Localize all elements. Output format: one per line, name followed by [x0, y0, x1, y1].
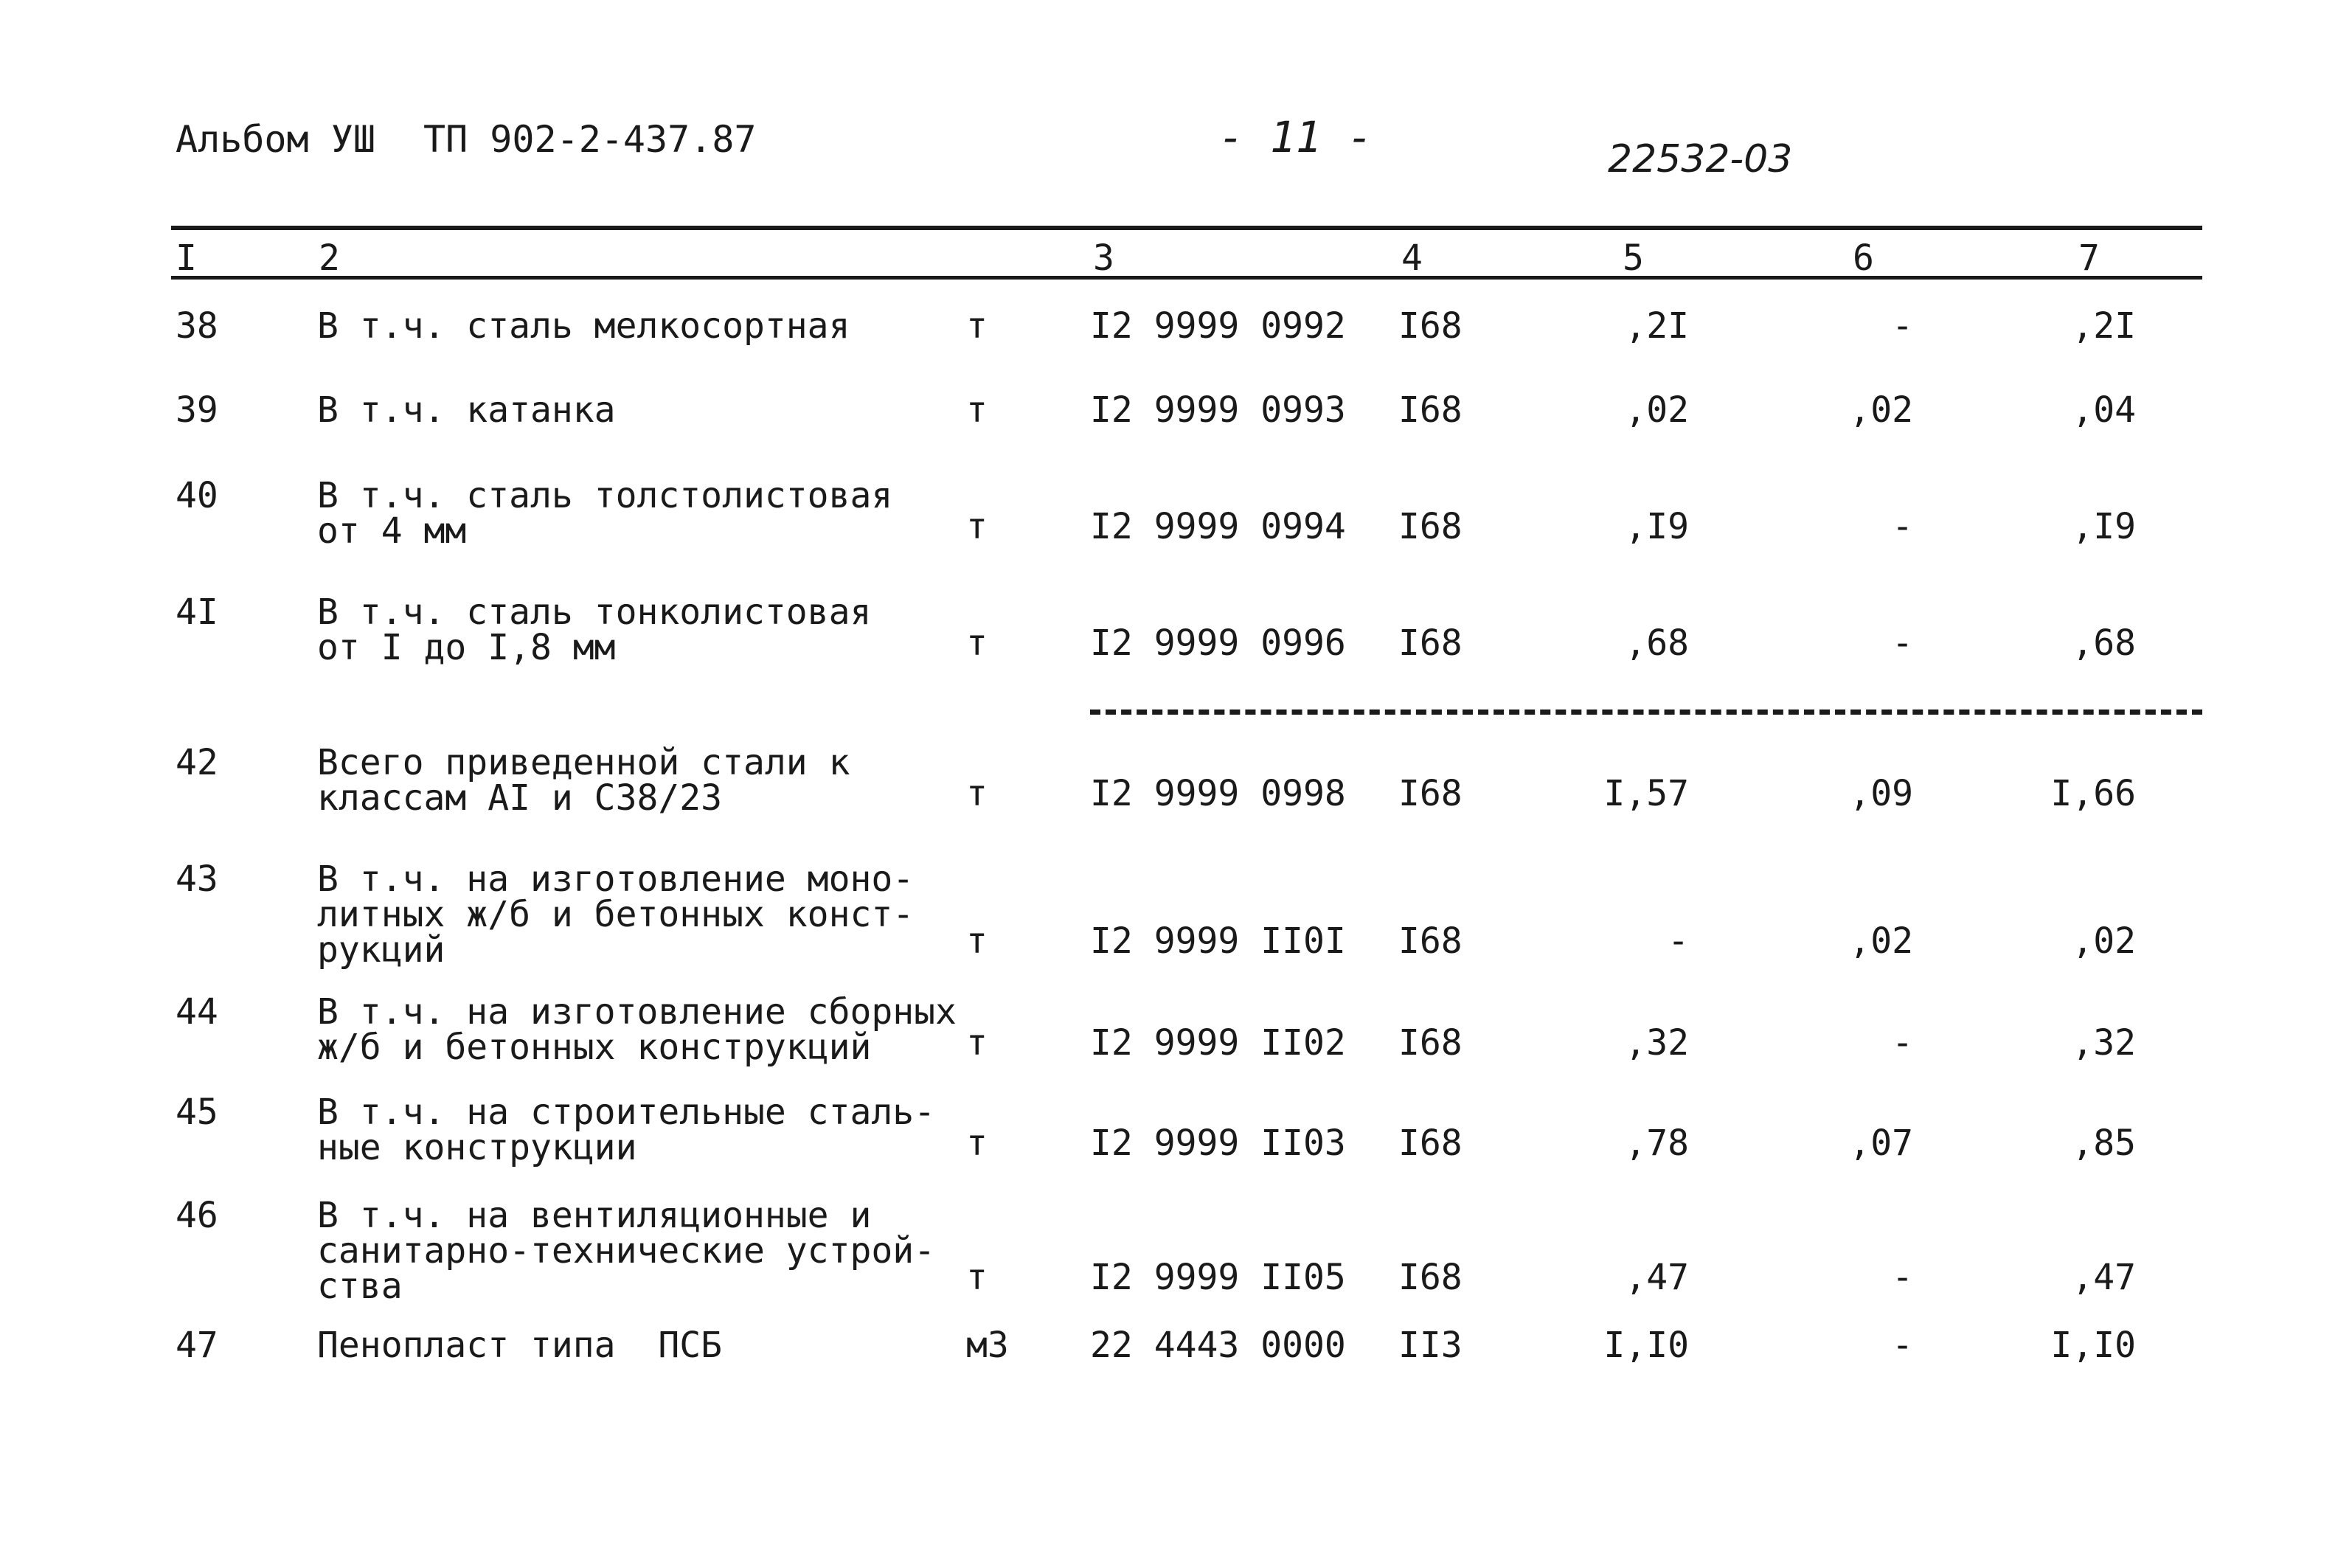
row-46-c6: -: [1892, 1257, 1913, 1298]
album-label: Альбом УШ: [176, 118, 375, 161]
row-44-c4: I68: [1398, 1022, 1463, 1064]
row-40-code: I2 9999 0994: [1090, 506, 1346, 547]
row-4I-num: 4I: [176, 592, 218, 633]
row-47-c5: I,I0: [1603, 1325, 1689, 1366]
row-47-num: 47: [176, 1325, 218, 1366]
row-47-desc: Пенопласт типа ПСБ: [317, 1325, 723, 1366]
column-header-5: 5: [1623, 237, 1644, 279]
row-38-code: I2 9999 0992: [1090, 305, 1346, 347]
row-47-c4: II3: [1398, 1325, 1463, 1366]
row-4I-c4: I68: [1398, 622, 1463, 664]
row-40-unit: т: [966, 506, 988, 547]
row-44-unit: т: [966, 1022, 988, 1064]
row-40-c4: I68: [1398, 506, 1463, 547]
row-42-desc: Всего приведенной стали к классам АI и С38/23: [317, 742, 850, 819]
row-39-code: I2 9999 0993: [1090, 389, 1346, 431]
row-39-c4: I68: [1398, 389, 1463, 431]
row-42-c7: I,66: [2050, 773, 2136, 814]
column-header-6: 6: [1853, 237, 1874, 279]
row-44-c6: -: [1892, 1022, 1913, 1064]
column-header-4: 4: [1401, 237, 1423, 279]
row-40-c7: ,I9: [2072, 506, 2136, 547]
row-39-desc: В т.ч. катанка: [317, 389, 616, 431]
row-39-num: 39: [176, 389, 218, 431]
row-47-unit: м3: [966, 1325, 1009, 1366]
column-header-3: 3: [1093, 237, 1114, 279]
row-38-c4: I68: [1398, 305, 1463, 347]
row-45-c7: ,85: [2072, 1123, 2136, 1164]
page-number: - 11 -: [1218, 112, 1373, 162]
row-46-code: I2 9999 II05: [1090, 1257, 1346, 1298]
archive-code: 22532-03: [1608, 137, 1793, 181]
column-header-1: I: [176, 237, 197, 279]
row-45-unit: т: [966, 1123, 988, 1164]
row-38-num: 38: [176, 305, 218, 347]
row-39-c6: ,02: [1849, 389, 1913, 431]
row-43-c4: I68: [1398, 920, 1463, 962]
row-38-c6: -: [1892, 305, 1913, 347]
row-43-unit: т: [966, 920, 988, 962]
row-46-c7: ,47: [2072, 1257, 2136, 1298]
row-42-unit: т: [966, 773, 988, 814]
row-45-c4: I68: [1398, 1123, 1463, 1164]
row-46-num: 46: [176, 1195, 218, 1236]
row-44-num: 44: [176, 991, 218, 1033]
row-42-num: 42: [176, 742, 218, 783]
row-40-desc: В т.ч. сталь толстолистовая от 4 мм: [317, 475, 893, 552]
row-45-code: I2 9999 II03: [1090, 1123, 1346, 1164]
row-4I-c5: ,68: [1625, 622, 1689, 664]
row-40-num: 40: [176, 475, 218, 516]
row-44-c7: ,32: [2072, 1022, 2136, 1064]
document-number: ТП 902-2-437.87: [423, 118, 757, 161]
row-43-c7: ,02: [2072, 920, 2136, 962]
row-43-desc: В т.ч. на изготовление моно- литных ж/б и бетонных конст- рукций: [317, 858, 915, 971]
row-45-desc: В т.ч. на строительные сталь- ные конструкции: [317, 1092, 936, 1168]
row-42-c5: I,57: [1603, 773, 1689, 814]
row-47-c7: I,I0: [2050, 1325, 2136, 1366]
row-42-c6: ,09: [1849, 773, 1913, 814]
row-44-c5: ,32: [1625, 1022, 1689, 1064]
row-47-code: 22 4443 0000: [1090, 1325, 1346, 1366]
row-4I-unit: т: [966, 622, 988, 664]
row-4I-c6: -: [1892, 622, 1913, 664]
column-header-7: 7: [2078, 237, 2100, 279]
row-46-desc: В т.ч. на вентиляционные и санитарно-технические устрой- ства: [317, 1195, 936, 1307]
row-38-c5: ,2I: [1625, 305, 1689, 347]
row-39-c7: ,04: [2072, 389, 2136, 431]
table-header-rule: [171, 276, 2202, 280]
row-38-desc: В т.ч. сталь мелкосортная: [317, 305, 850, 347]
row-46-c5: ,47: [1625, 1257, 1689, 1298]
row-38-c7: ,2I: [2072, 305, 2136, 347]
row-4I-c7: ,68: [2072, 622, 2136, 664]
row-43-c5: -: [1668, 920, 1689, 962]
row-44-desc: В т.ч. на изготовление сборных ж/б и бетонных конструкций: [317, 991, 957, 1068]
row-43-code: I2 9999 II0I: [1090, 920, 1346, 962]
row-38-unit: т: [966, 305, 988, 347]
row-39-c5: ,02: [1625, 389, 1689, 431]
row-4I-desc: В т.ч. сталь тонколистовая от I до I,8 мм: [317, 592, 872, 668]
row-43-num: 43: [176, 858, 218, 900]
row-45-num: 45: [176, 1092, 218, 1133]
row-44-code: I2 9999 II02: [1090, 1022, 1346, 1064]
row-39-unit: т: [966, 389, 988, 431]
row-42-code: I2 9999 0998: [1090, 773, 1346, 814]
row-43-c6: ,02: [1849, 920, 1913, 962]
subtotal-dashed-rule: [1090, 710, 2202, 715]
row-40-c6: -: [1892, 506, 1913, 547]
row-46-c4: I68: [1398, 1257, 1463, 1298]
row-42-c4: I68: [1398, 773, 1463, 814]
row-47-c6: -: [1892, 1325, 1913, 1366]
column-header-2: 2: [319, 237, 340, 279]
row-45-c6: ,07: [1849, 1123, 1913, 1164]
row-45-c5: ,78: [1625, 1123, 1689, 1164]
row-46-unit: т: [966, 1257, 988, 1298]
row-4I-code: I2 9999 0996: [1090, 622, 1346, 664]
row-40-c5: ,I9: [1625, 506, 1689, 547]
table-top-rule: [171, 226, 2202, 230]
